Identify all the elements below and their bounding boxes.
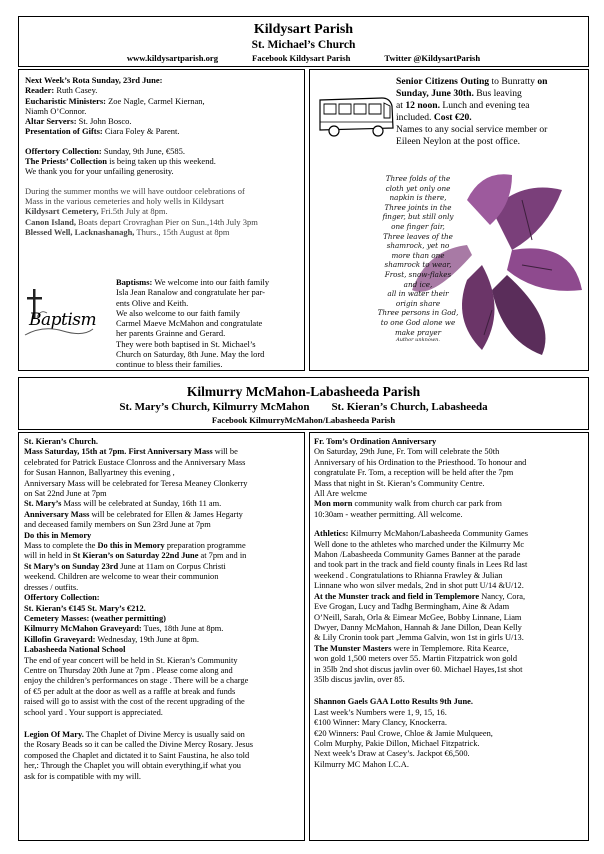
- memory-bold: St Kieran’s on Saturday 22nd June: [72, 551, 199, 561]
- top-header: [18, 16, 589, 67]
- memory-line: June at 11am on Corpus Christi: [118, 561, 226, 571]
- lotto-line: €100 Winner: Mary Clancy, Knockerra.: [314, 718, 447, 728]
- lotto-heading: Shannon Gaels GAA Lotto Results 9th June.: [314, 697, 473, 707]
- offertory-label: Offertory Collection:: [25, 145, 102, 156]
- baptism-line: her parents Grainne and Gerard.: [116, 328, 226, 339]
- seniors-line: Lunch and evening tea: [439, 100, 530, 111]
- seniors-line: to Bunratty: [489, 76, 538, 87]
- graveyard-label: Killofin Graveyard:: [24, 634, 96, 644]
- reader-label: Reader:: [25, 85, 55, 96]
- walk-line: community walk from church car park from: [352, 499, 502, 509]
- graveyard-label: Kilmurry McMahon Graveyard:: [24, 624, 142, 634]
- poem-line: all in water their: [387, 289, 449, 299]
- memory-line: preparation programme: [164, 541, 246, 551]
- servers-value: St. John Bosco.: [76, 116, 132, 127]
- mass-line: Anniversary Mass will be celebrated for Teresa Meaney Clonkerry: [24, 478, 248, 488]
- poem-line: Frost, snow-flakes: [384, 269, 452, 279]
- blessed-well-label: Blessed Well, Lacknashanagh,: [25, 226, 135, 237]
- mass-saturday: Mass Saturday, 15th at 7pm. First Anniversary Mass: [24, 447, 213, 457]
- offertory-amounts: St. Kieran’s €145 St. Mary’s €212.: [24, 603, 146, 613]
- poem-line: Three persons in God,: [377, 308, 459, 318]
- baptism-line: We welcome into our faith family: [152, 277, 270, 287]
- athletics-label: Athletics:: [314, 529, 349, 539]
- poem-line: one finger fair,: [391, 221, 445, 231]
- ica-line: Kilmurry MC Mahon I.C.A.: [314, 759, 409, 769]
- gifts-value: Ciara Foley & Parent.: [102, 126, 180, 137]
- school-line: of €5 per adult at the door as well as a raffle at break and funds: [24, 686, 236, 696]
- church-st-kierans: St. Kieran’s Church, Labasheeda: [331, 401, 488, 413]
- memory-line: Mass to complete the: [24, 541, 98, 551]
- ministers-value: Zoe Nagle, Carmel Kiernan,: [105, 95, 205, 106]
- memory-line: at 7pm and in: [198, 551, 247, 561]
- bottom-facebook-text[interactable]: Facebook KilmurryMcMahon/Labasheeda Parish: [211, 415, 396, 425]
- fr-tom-line: All Are welcme: [314, 489, 368, 499]
- bus-icon: [316, 94, 396, 140]
- poem-line: shamrock, yet no: [386, 241, 450, 251]
- baptism-line: ents Olive and Keith.: [116, 297, 189, 308]
- poem-line: Three leaves of the: [383, 231, 453, 241]
- munster-line: Nancy, Cora,: [479, 591, 526, 601]
- masters-line: were in Templemore. Rita Kearce,: [391, 643, 509, 653]
- cemetery-label: Kildysart Cemetery,: [25, 206, 99, 217]
- poem-author: Author unknown.: [396, 337, 440, 344]
- graveyard-date: Tues, 18th June at 8pm.: [141, 624, 224, 634]
- rota-heading: Next Week’s Rota Sunday, 23rd June:: [25, 75, 163, 85]
- school-line: The end of year concert will be held in St. Kieran’s Community: [24, 655, 238, 665]
- cemetery-masses-heading: Cemetery Masses: (weather permitting): [24, 613, 166, 623]
- school-line: school yard . Your support is appreciated.: [24, 707, 163, 717]
- legion-of-mary-label: Legion Of Mary.: [24, 729, 84, 739]
- memory-line: dresses / outfits.: [24, 582, 79, 592]
- seniors-title: Senior Citizens Outing: [396, 76, 490, 87]
- priests-collection-text: is being taken up this weekend.: [107, 156, 216, 167]
- munster-line: Eve Grogan, Lucy and Tadhg Bermingham, Aine & Adam: [314, 602, 510, 612]
- athletics-line: Mahon /Labasheeda Community Games Banner at the parade: [314, 550, 521, 560]
- parish-title: Kildysart Parish: [253, 22, 354, 37]
- fr-tom-line: Mass that night in St. Kieran’s Community Centre.: [314, 478, 485, 488]
- seniors-at: at: [396, 100, 406, 111]
- athletics-line: weekend . Congratulations to Rhianna Frawley & Julian: [314, 570, 503, 580]
- fr-tom-heading: Fr. Tom’s Ordination Anniversary: [314, 437, 437, 446]
- athletics-line: and took part in the track and field county finals in Lees Rd last: [314, 560, 528, 570]
- poem-line: origin share: [395, 298, 441, 308]
- lotto-line: Colm Murphy, Pakie Dillon, Michael Fitzpatrick.: [314, 738, 480, 748]
- national-school-heading: Labasheeda National School: [24, 645, 126, 655]
- seniors-date: Sunday, June 30th.: [396, 88, 474, 99]
- baptism-line: Carmel Maeve McMahon and congratulate: [116, 318, 263, 329]
- st-kierans-heading: St. Kieran’s Church.: [24, 437, 98, 446]
- masters-line: won gold 1,500 meters over 55. Martin Fitzpatrick won gold: [314, 654, 518, 664]
- lotto-line: Next week’s Draw at Casey’s. Jackpot €6,500.: [314, 749, 470, 759]
- reader-value: Ruth Casey.: [54, 85, 98, 96]
- website-link[interactable]: www.kildysartparish.org: [126, 53, 219, 63]
- legion-line: The Chaplet of Divine Mercy is usually said on: [83, 729, 245, 739]
- munster-line: & Lily Cronin took part ,Jemma Galvin, won 1st in girls U/13.: [314, 633, 524, 643]
- facebook-link[interactable]: Facebook Kildysart Parish: [252, 53, 351, 63]
- offertory-value: Sunday, 9th June, €585.: [101, 145, 185, 156]
- lotto-line: €20 Winners: Paul Crowe, Chloe & Jamie Mulqueen,: [314, 728, 493, 738]
- school-line: enjoy the children’s performances on stage . There will be a charge: [24, 676, 249, 686]
- bottom-facebook-link[interactable]: [19, 414, 588, 426]
- seniors-line: Eileen Neylon at the post office.: [396, 136, 520, 147]
- legion-line: her,: Through the Chaplet you will obtain everything,if what you: [24, 761, 241, 771]
- athletics-line: Well done to the athletes who marched under the Kilmurry Mc: [314, 539, 525, 549]
- legion-line: composed the Chaplet and dictated it to Saint Faustina, he also told: [24, 750, 250, 760]
- school-line: raised will go to assist with the cost of the recent upgrading of the: [24, 697, 245, 707]
- baptism-text: [116, 277, 302, 370]
- bottom-parish-title: Kilmurry McMahon-Labasheeda Parish: [186, 384, 421, 399]
- blessed-well-date: Thurs., 15th August at 8pm: [134, 226, 230, 237]
- munster-masters-label: The Munster Masters: [314, 643, 392, 653]
- fr-tom-line: On Saturday, 29th June, Fr. Tom will celebrate the 50th: [314, 447, 500, 457]
- priests-collection-label: The Priests’ Collection: [25, 156, 107, 167]
- athletics-line: Linnane who won silver medals, 2nd in shot putt U/14 &U/12.: [314, 581, 524, 591]
- baptism-logo: [23, 285, 95, 345]
- graveyard-date: Wednesday, 19th June at 8pm.: [95, 634, 199, 644]
- baptism-line: We also welcome to our faith family: [116, 307, 240, 318]
- mass-line: and deceased family members on Sun 23rd June at 7pm: [24, 520, 211, 530]
- church-name: St. Michael’s Church: [251, 39, 356, 51]
- st-kierans-section: [18, 432, 305, 841]
- munster-line: O’Neill, Sarah, Orla & Eimear McGee, Bobby Linnane, Liam: [314, 612, 522, 622]
- memory-bold: St Mary’s on Sunday 23rd: [24, 561, 119, 571]
- baptism-line: Church on Saturday, 8th June. May the lord: [116, 349, 265, 360]
- offertory-heading: Offertory Collection:: [24, 593, 100, 603]
- summer-masses-text: During the summer months we will have outdoor celebrations of: [25, 185, 245, 196]
- poem-line: more than one: [391, 250, 445, 260]
- ministers-label: Eucharistic Ministers:: [25, 95, 106, 106]
- baptism-line: Isla Jean Ranalow and congratulate her par-: [116, 287, 265, 298]
- athletics-line: Kilmurry McMahon/Labasheeda Community Games: [348, 529, 528, 539]
- thanks-text: We thank you for your unfailing generosity.: [25, 166, 174, 177]
- baptism-label: Baptisms:: [116, 277, 153, 287]
- legion-line: the Rosary Beads so it can be called the Divine Mercy Rosary. Jesus: [24, 740, 254, 750]
- baptism-line: continue to bless their families.: [116, 359, 223, 370]
- do-this-in-memory-heading: Do this in Memory: [24, 530, 92, 540]
- fr-tom-line: Anniversary of his Ordination to the Priesthood. To honour and: [314, 457, 527, 467]
- seniors-section: [309, 69, 589, 371]
- baptism-logo-text: Baptism: [29, 310, 97, 330]
- seniors-on: on: [537, 76, 548, 87]
- rota-section: [18, 69, 305, 371]
- bottom-churches: [19, 400, 588, 414]
- poem-line: napkin is there,: [389, 193, 447, 203]
- shamrock-poem-image: [372, 170, 584, 355]
- mass-line: on Sat 22nd June at 7pm: [24, 489, 107, 499]
- mass-line: celebrated for Patrick Eustace Clonross and the Anniversary Mass: [24, 457, 246, 467]
- memory-line: weekend. Children are welcome to wear their communion: [24, 572, 219, 582]
- contact-links: [19, 52, 588, 64]
- masters-line: 35lb discus javlin, over 85.: [314, 674, 405, 684]
- twitter-link[interactable]: Twitter @KildysartParish: [384, 53, 481, 63]
- fr-tom-line: congratulate Fr. Tom, a reception will be held after the 7pm: [314, 468, 514, 478]
- poem-line: shamrock to wear,: [384, 260, 452, 270]
- poem-line: and ice,: [403, 279, 433, 289]
- seniors-cost: Cost €20.: [433, 112, 472, 123]
- seniors-line: Names to any social service member or: [396, 124, 548, 135]
- kilmurry-news-section: [309, 432, 589, 841]
- seniors-time: 12 noon.: [405, 100, 440, 111]
- poem-text: [372, 174, 464, 343]
- poem-line: to one God alone we: [380, 317, 456, 327]
- munster-label: At the Munster track and field in Templemore: [314, 591, 480, 601]
- anniversary-mass-label: Anniversary Mass: [24, 509, 90, 519]
- mass-line: will be celebrated for Ellen & James Hegarty: [89, 509, 243, 519]
- poem-line: Three folds of the: [385, 174, 451, 183]
- seniors-line: included.: [396, 112, 434, 123]
- school-line: Centre on Thursday 20th June at 7pm . Please come along and: [24, 665, 233, 675]
- munster-line: Dwyer, Danny McMahon, Hannah & Jane Dillon, Dean Kelly: [314, 622, 522, 632]
- mass-line: for Susan Hannon, Ballyartney this evening ,: [24, 468, 175, 478]
- memory-bold: Do this in Memory: [97, 541, 165, 551]
- canon-island-date: Boats depart Crovraghan Pier on Sun.,14th July 3pm: [76, 216, 258, 227]
- cemetery-date: Fri.5th July at 8pm.: [98, 206, 168, 217]
- legion-line: ask for is compatible with my will.: [24, 771, 142, 781]
- st-marys-label: St. Mary’s: [24, 499, 62, 509]
- summer-masses-text-2: Mass in the various cemeteries and holy wells in Kildysart: [25, 195, 224, 206]
- ministers-value-2: Niamh O’Connor.: [25, 105, 87, 116]
- bottom-header: [18, 377, 589, 430]
- gifts-label: Presentation of Gifts:: [25, 126, 103, 137]
- poem-line: make prayer: [394, 327, 442, 337]
- canon-island-label: Canon Island,: [25, 216, 77, 227]
- seniors-line: Bus leaving: [473, 88, 522, 99]
- mass-line: will be: [212, 447, 238, 457]
- poem-line: Three joints in the: [384, 202, 452, 212]
- seniors-text: [396, 76, 586, 148]
- poem-line: finger, but still only: [382, 212, 454, 222]
- baptism-line: They were both baptised in St. Michael’s: [116, 338, 256, 349]
- servers-label: Altar Servers:: [25, 116, 77, 127]
- walk-line: 10:30am - weather permitting. All welcome.: [314, 509, 463, 519]
- lotto-line: Last week’s Numbers were 1, 9, 15, 16.: [314, 707, 447, 717]
- mass-line: Mass will be celebrated at Sunday, 16th 11 am.: [61, 499, 222, 509]
- poem-line: cloth yet only one: [385, 183, 451, 193]
- mon-morn-label: Mon morn: [314, 499, 353, 509]
- masters-line: in 35lb 2nd shot discus javlin over 60. Michael Hayes,1st shot: [314, 664, 523, 674]
- church-st-marys: St. Mary’s Church, Kilmurry McMahon: [119, 401, 310, 413]
- memory-line: will in held in: [24, 551, 73, 561]
